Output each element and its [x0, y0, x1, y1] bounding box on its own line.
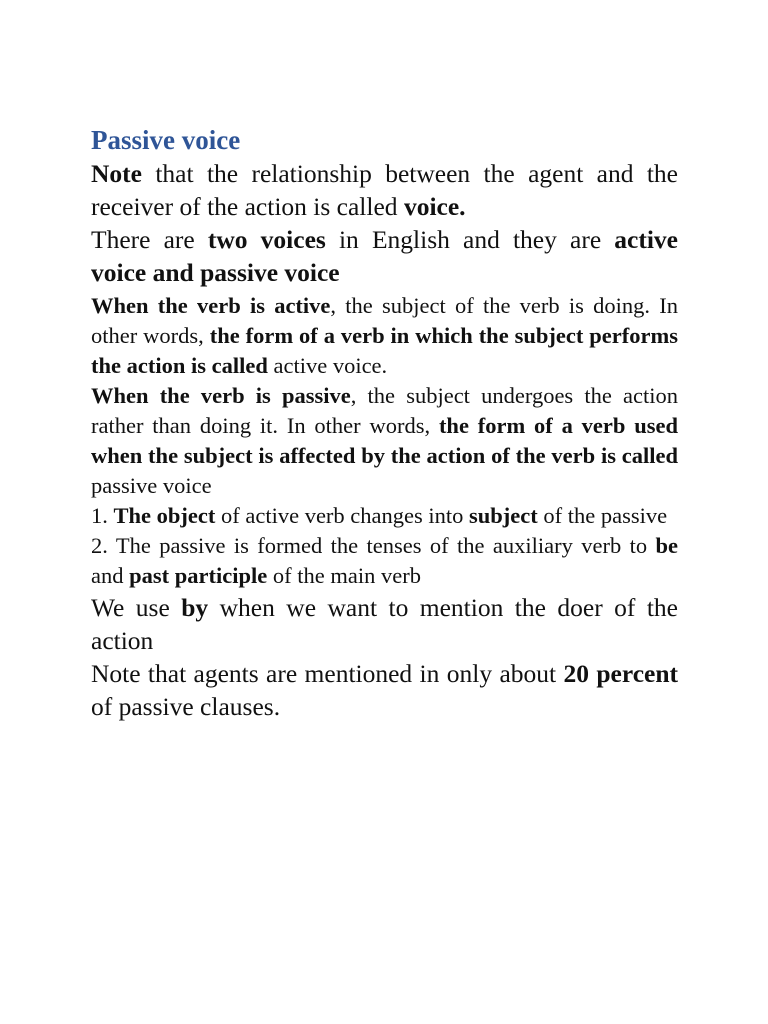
bold-text: When the verb is active: [91, 293, 331, 318]
document-page: [91, 123, 678, 723]
bold-text: be: [655, 533, 678, 558]
bold-text: 20 percent: [563, 659, 679, 688]
page-title: Passive voice: [91, 125, 241, 155]
text: when we want to mention the doer of the action: [91, 593, 678, 655]
bold-text: voice.: [403, 192, 466, 221]
text: and: [91, 563, 130, 588]
text: of the passive: [537, 503, 668, 528]
bold-text: subject: [469, 503, 538, 528]
bold-text: the form of a verb used when the subject is affected by the action of the verb is called: [91, 413, 679, 468]
text: , the subject undergoes the action rather than doing it. In other words,: [91, 383, 679, 438]
bold-text: the form of a verb in which the subject performs the action is called: [91, 323, 679, 378]
text: We use: [91, 593, 182, 622]
text: Note that agents are mentioned in only about: [91, 659, 564, 688]
text: There are: [91, 225, 208, 254]
text: of the main verb: [267, 563, 421, 588]
paragraph-two-voices: [91, 223, 678, 289]
bold-text: active voice and passive voice: [91, 225, 678, 287]
bold-text: by: [181, 593, 209, 622]
list-item-1: [91, 501, 678, 531]
paragraph-active-verb: [91, 291, 678, 381]
bold-text: two voices: [207, 225, 326, 254]
text: 2. The passive is formed the tenses of the auxiliary verb to: [91, 533, 656, 558]
paragraph-by-agent: [91, 591, 678, 657]
text: 1.: [91, 503, 114, 528]
text: , the subject of the verb is doing. In other words,: [91, 293, 678, 348]
text: that the relationship between the agent and the receiver of the action is called: [91, 159, 678, 221]
paragraph-passive-verb: [91, 381, 678, 501]
text: in English and they are: [325, 225, 615, 254]
text: of passive clauses.: [91, 692, 281, 721]
bold-text: The object: [113, 503, 216, 528]
paragraph-agent-percent: [91, 657, 678, 723]
bold-text: past participle: [129, 563, 268, 588]
bold-text: When the verb is passive: [91, 383, 351, 408]
text: passive voice: [91, 473, 212, 498]
paragraph-voice-definition: [91, 157, 678, 223]
text: active voice.: [267, 353, 388, 378]
bold-text: Note: [91, 159, 142, 188]
list-item-2: [91, 531, 678, 591]
text: of active verb changes into: [215, 503, 470, 528]
